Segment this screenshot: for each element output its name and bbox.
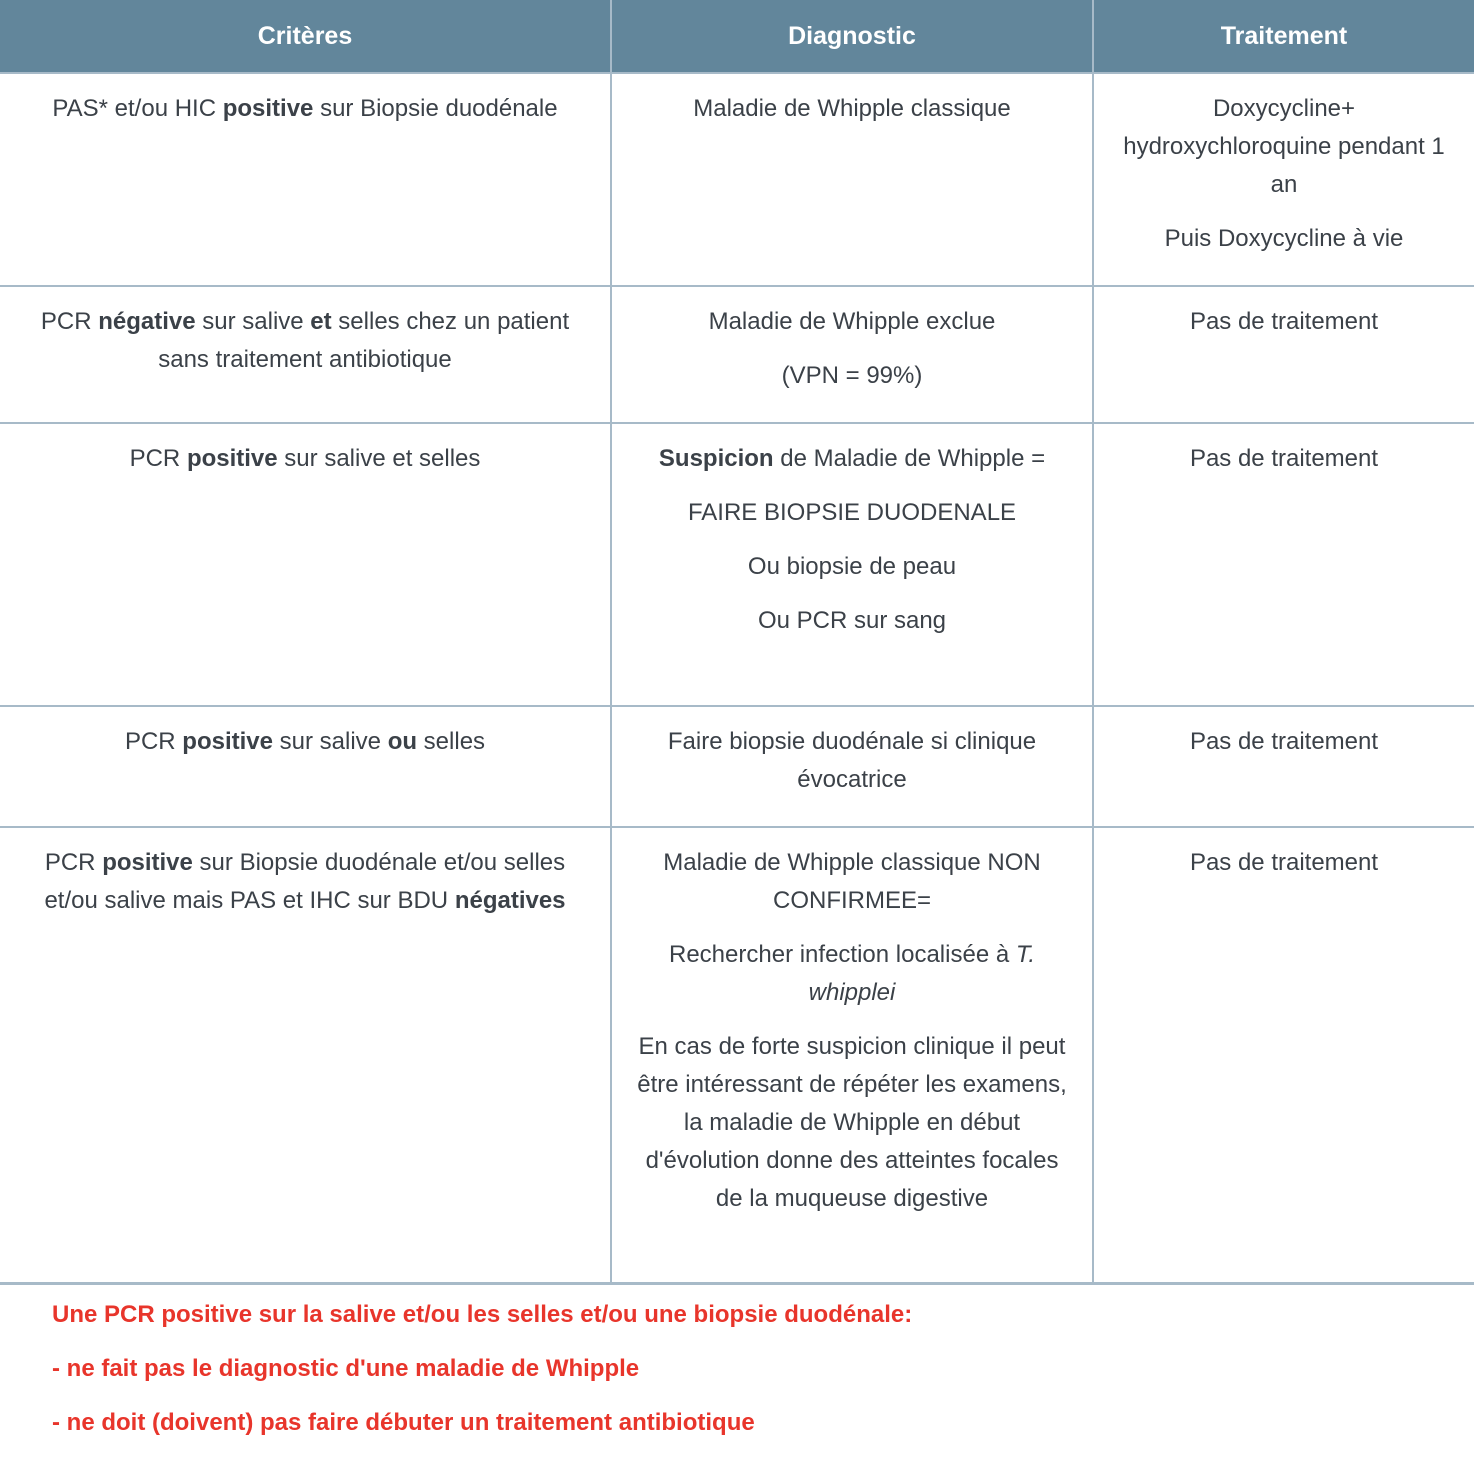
note-line: Une PCR positive sur la salive et/ou les selles et/ou une biopsie duodénale: bbox=[52, 1301, 913, 1328]
diagnostic-cell: Suspicion de Maladie de Whipple = FAIRE BIOPSIE DUODENALE Ou biopsie de peau Ou PCR sur sang bbox=[611, 423, 1093, 706]
table-row bbox=[0, 73, 1474, 286]
header-diagnostic: Diagnostic bbox=[611, 0, 1093, 73]
treatment-cell: Pas de traitement bbox=[1093, 423, 1474, 706]
warning-notes bbox=[52, 1296, 912, 1458]
table-header-row bbox=[0, 0, 1474, 73]
diagnostic-cell: Faire biopsie duodénale si clinique évocatrice bbox=[611, 706, 1093, 827]
diagnostic-cell: Maladie de Whipple classique NON CONFIRMEE= Rechercher infection localisée à T. whipplei En cas de forte suspicion clinique il peut être intéressant de répéter les examens, la maladie de Whipple en début d'évolution donne des atteintes focales de la muqueuse digestive bbox=[611, 827, 1093, 1284]
table-row bbox=[0, 827, 1474, 1284]
criteria-cell: PCR positive sur salive et selles bbox=[0, 423, 611, 706]
treatment-cell: Pas de traitement bbox=[1093, 827, 1474, 1284]
header-traitement: Traitement bbox=[1093, 0, 1474, 73]
treatment-cell: Pas de traitement bbox=[1093, 706, 1474, 827]
diagnostic-cell: Maladie de Whipple classique bbox=[611, 73, 1093, 286]
header-criteres: Critères bbox=[0, 0, 611, 73]
note-line: - ne doit (doivent) pas faire débuter un traitement antibiotique bbox=[52, 1409, 755, 1436]
diagnostic-cell: Maladie de Whipple exclue (VPN = 99%) bbox=[611, 286, 1093, 423]
table-row bbox=[0, 286, 1474, 423]
treatment-cell: Doxycycline+ hydroxychloroquine pendant 1 an Puis Doxycycline à vie bbox=[1093, 73, 1474, 286]
treatment-cell: Pas de traitement bbox=[1093, 286, 1474, 423]
criteria-cell: PCR positive sur Biopsie duodénale et/ou selles et/ou salive mais PAS et IHC sur BDU négatives bbox=[0, 827, 611, 1284]
criteria-cell: PAS* et/ou HIC positive sur Biopsie duodénale bbox=[0, 73, 611, 286]
criteria-cell: PCR positive sur salive ou selles bbox=[0, 706, 611, 827]
note-line: - ne fait pas le diagnostic d'une maladie de Whipple bbox=[52, 1355, 640, 1382]
table-row bbox=[0, 423, 1474, 706]
criteria-cell: PCR négative sur salive et selles chez un patient sans traitement antibiotique bbox=[0, 286, 611, 423]
table-row bbox=[0, 706, 1474, 827]
